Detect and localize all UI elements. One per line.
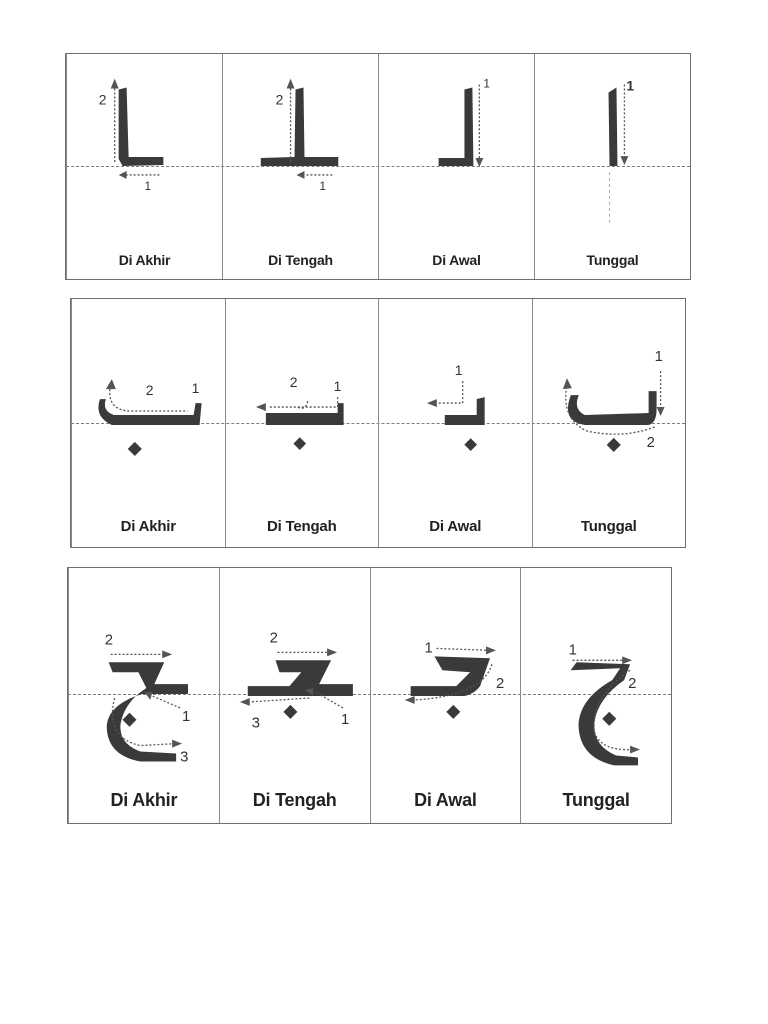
jim-initial-cell: [370, 568, 521, 823]
stroke-number: 1: [483, 76, 490, 91]
alif-isolated-glyph: [535, 54, 690, 279]
stroke-number: 1: [319, 178, 327, 193]
alif-final-cell: [66, 54, 222, 279]
alif-card: [65, 53, 691, 280]
alif-medial-glyph: [223, 54, 378, 279]
ba-card: [70, 298, 686, 548]
alif-initial-glyph: [379, 54, 534, 279]
position-label: Di Awal: [429, 518, 482, 535]
position-label: Di Tengah: [252, 790, 337, 810]
stroke-number: 3: [180, 749, 189, 766]
jim-final-cell: [68, 568, 219, 823]
stroke-number: 2: [98, 91, 107, 108]
ba-medial-glyph: [226, 299, 379, 547]
jim-final-glyph: [69, 568, 219, 823]
stroke-number: 1: [191, 380, 200, 397]
position-label: Di Tengah: [268, 252, 333, 268]
stroke-number: 1: [454, 362, 463, 379]
stroke-number: 2: [275, 91, 284, 108]
stroke-number: 1: [654, 348, 663, 366]
ba-initial-glyph: [379, 299, 532, 547]
jim-initial-glyph: [371, 568, 521, 823]
jim-isolated-cell: [520, 568, 671, 823]
position-label: Di Awal: [414, 790, 477, 810]
stroke-number: 1: [568, 642, 578, 659]
stroke-number: 2: [646, 433, 655, 451]
stroke-number: 1: [340, 711, 350, 728]
alif-final-glyph: [67, 54, 222, 279]
jim-medial-cell: [219, 568, 370, 823]
alif-isolated-cell: [534, 54, 690, 279]
stroke-number: 1: [333, 378, 341, 395]
position-label: Tunggal: [586, 252, 639, 268]
stroke-number: 1: [626, 77, 635, 94]
position-label: Di Akhir: [110, 790, 178, 810]
position-label: Di Tengah: [266, 518, 337, 535]
position-label: Di Akhir: [120, 518, 176, 535]
ba-medial-cell: [225, 299, 379, 547]
stroke-number: 1: [144, 178, 152, 193]
position-label: Di Akhir: [118, 252, 171, 268]
stroke-number: 2: [628, 676, 637, 693]
stroke-number: 2: [495, 676, 504, 693]
alif-initial-cell: [378, 54, 534, 279]
stroke-number: 1: [182, 708, 191, 725]
ba-isolated-cell: [532, 299, 686, 547]
jim-isolated-glyph: [521, 568, 671, 823]
ba-isolated-glyph: [533, 299, 686, 547]
position-label: Tunggal: [562, 790, 630, 810]
position-label: Tunggal: [580, 518, 637, 535]
stroke-number: 1: [424, 640, 433, 657]
stroke-number: 2: [269, 630, 278, 647]
stroke-number: 3: [251, 715, 260, 732]
ba-initial-cell: [378, 299, 532, 547]
stroke-number: 2: [104, 632, 113, 649]
jim-card: [67, 567, 672, 824]
ba-final-cell: [71, 299, 225, 547]
stroke-number: 2: [289, 374, 298, 391]
stroke-number: 2: [145, 382, 154, 399]
position-label: Di Awal: [432, 252, 481, 268]
ba-final-glyph: [72, 299, 225, 547]
alif-medial-cell: [222, 54, 378, 279]
jim-medial-glyph: [220, 568, 370, 823]
